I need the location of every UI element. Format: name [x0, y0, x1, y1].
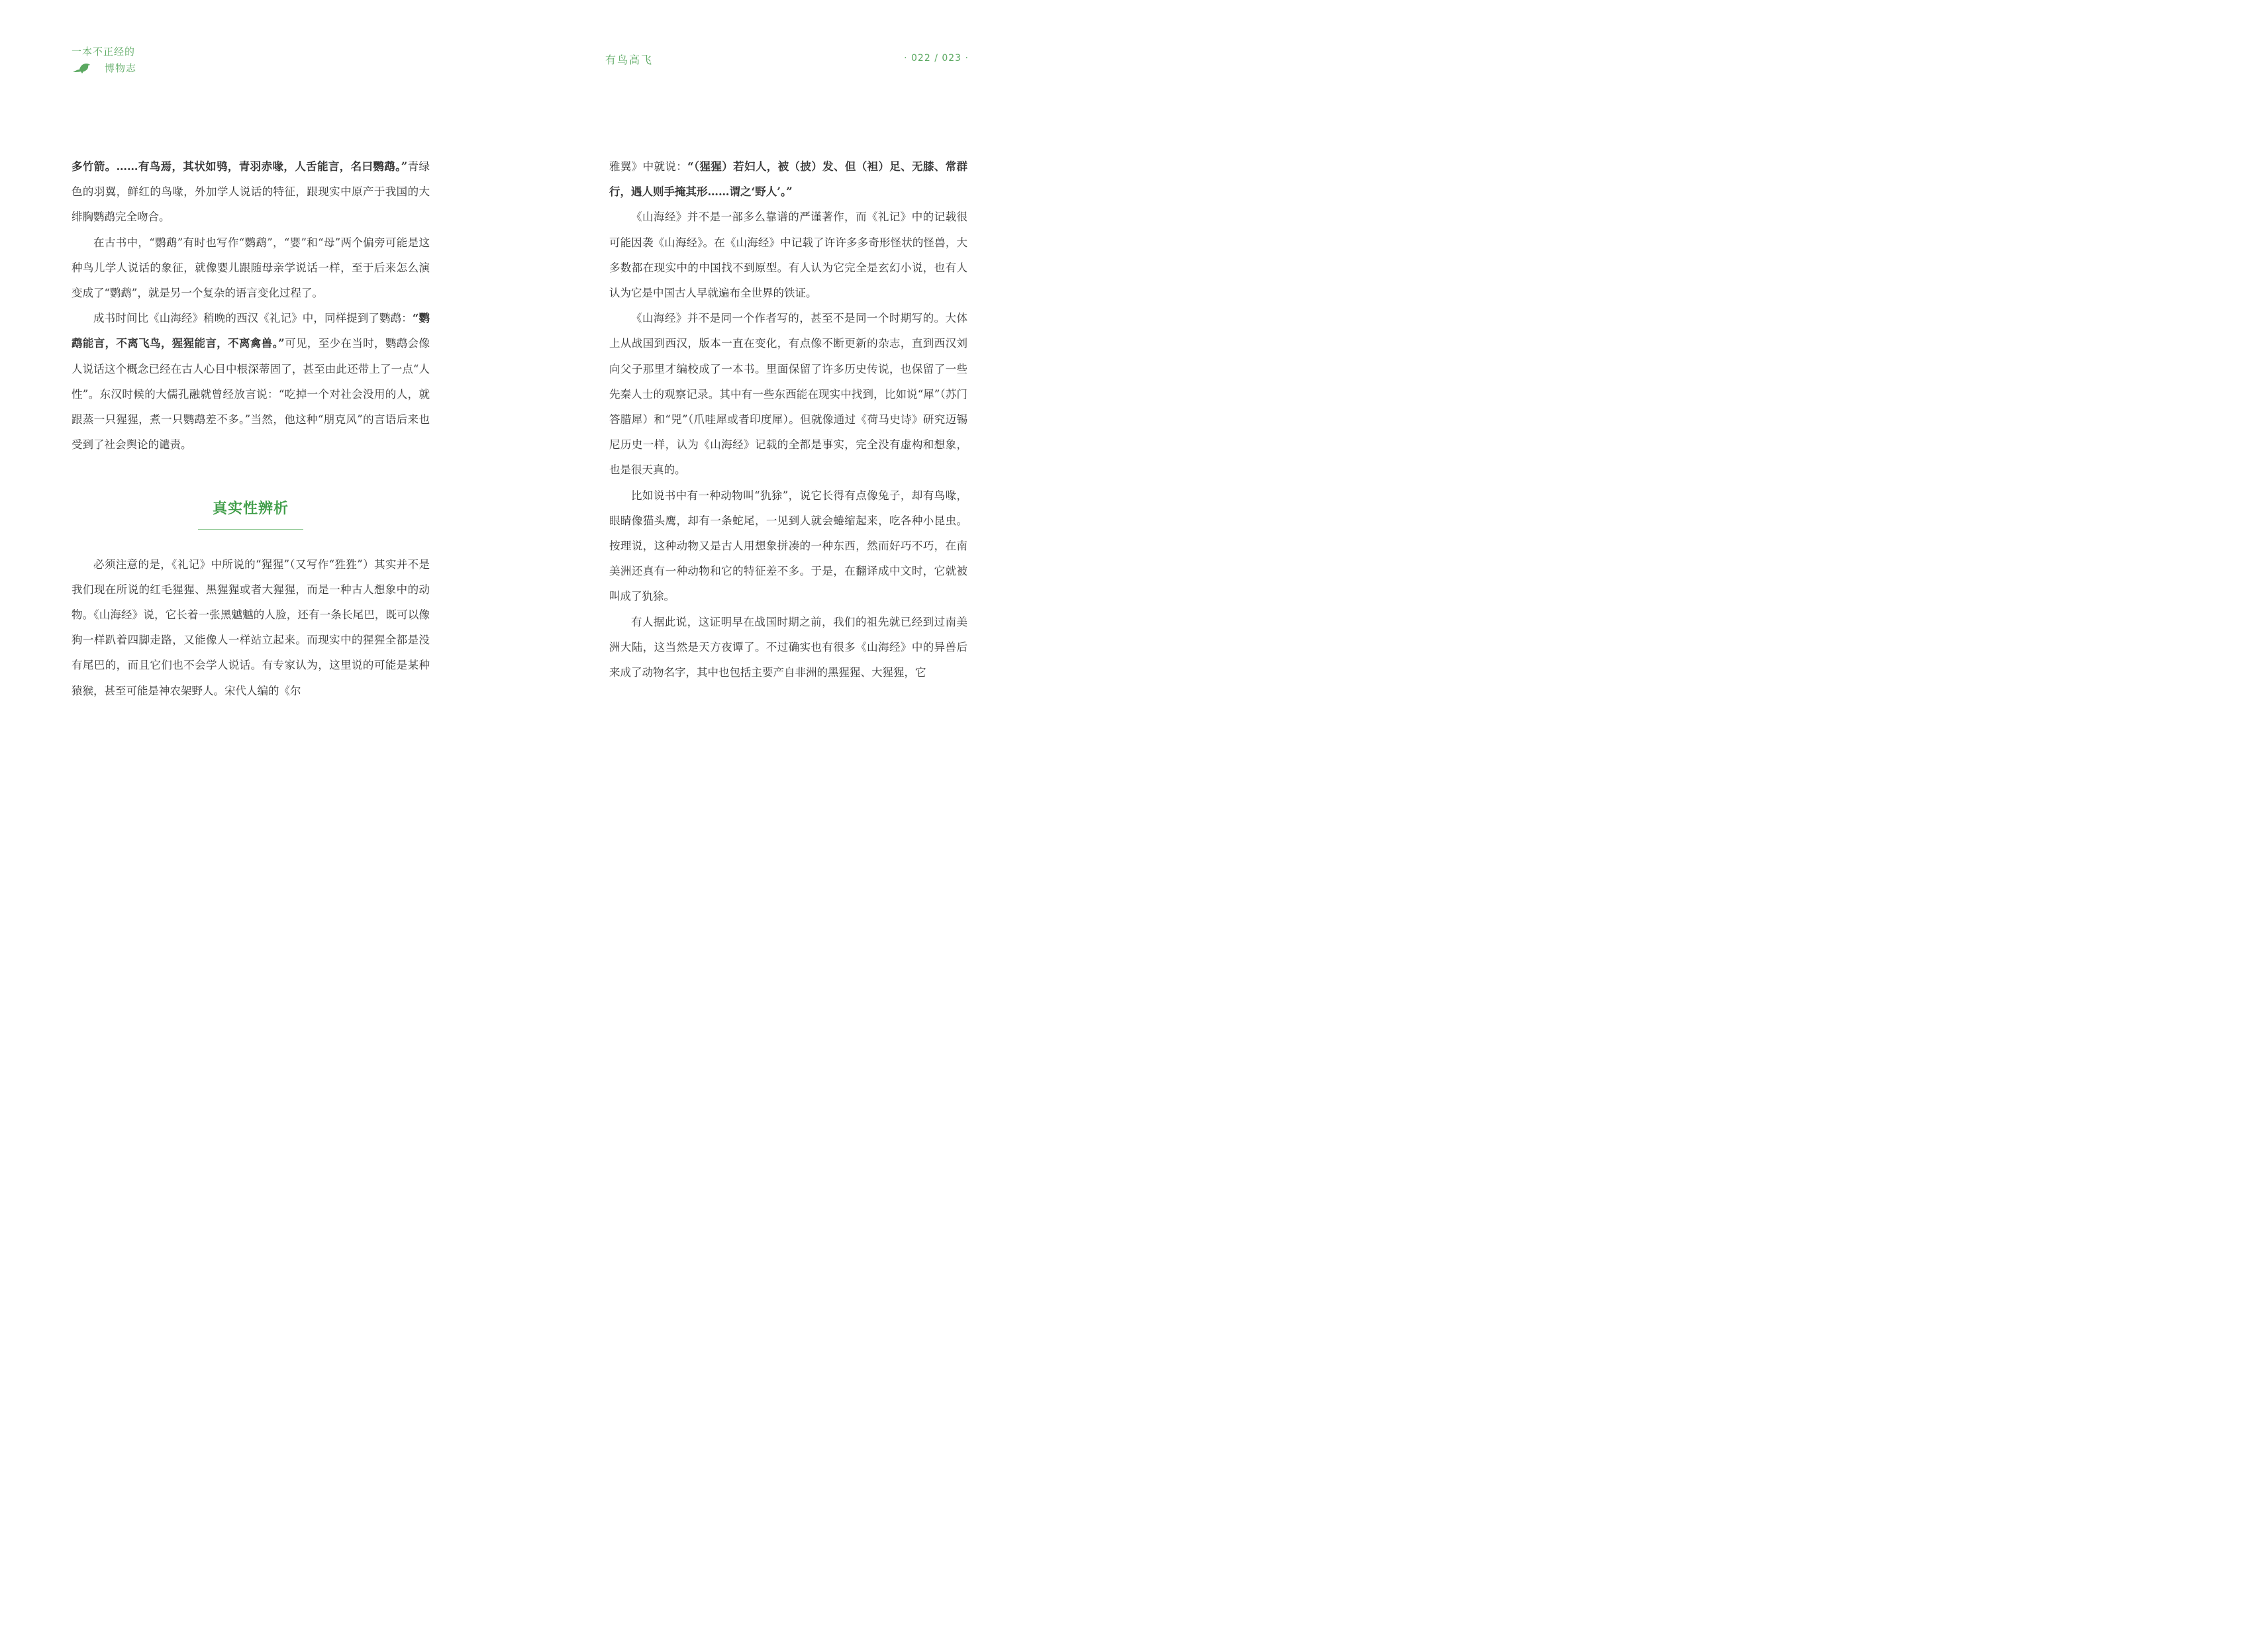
paragraph: 必须注意的是，《礼记》中所说的“猩猩”（又写作“狌狌”）其实并不是我们现在所说的红毛猩猩、黑猩猩或者大猩猩，而是一种古人想象中的动物。《山海经》说，它长着一张黑魆魆的人脸，还有一条长尾巴，既可以像狗一样趴着四脚走路，又能像人一样站立起来。而现实中的猩猩全都是没有尾巴的，而且它们也不会学人说话。有专家认为，这里说的可能是某种猿猴，甚至可能是神农架野人。宋代人编的《尔 [72, 557, 430, 697]
classical-quote: 多竹箭。……有鸟焉，其状如鸮，青羽赤喙，人舌能言，名曰鹦鹉。” [72, 160, 408, 173]
paragraph-text: 可见，至少在当时，鹦鹉会像人说话这个概念已经在古人心目中根深蒂固了，甚至由此还带上了一点“人性”。东汉时候的大儒孔融就曾经放言说：“吃掉一个对社会没用的人，就跟蒸一只猩猩，煮一只鹦鹉差不多。”当然，他这种“朋克风”的言语后来也受到了社会舆论的谴责。 [72, 337, 430, 452]
paragraph-text: 雅翼》中就说： [609, 160, 688, 173]
right-page-text [609, 154, 967, 685]
paragraph [72, 154, 430, 230]
bird-icon [72, 61, 91, 74]
book-title-line1: 一本不正经的 [72, 46, 136, 58]
running-title: 有鸟高飞 [605, 54, 654, 66]
page-numbers: · 022 / 023 · [904, 53, 969, 64]
paragraph: 有人据此说，这证明早在战国时期之前，我们的祖先就已经到过南美洲大陆，这当然是天方夜谭了。不过确实也有很多《山海经》中的异兽后来成了动物名字，其中也包括主要产自非洲的黑猩猩、大猩猩，它 [609, 615, 967, 679]
left-page-text [72, 154, 430, 704]
paragraph: 在古书中，“鹦鹉”有时也写作“鹦鹉”，“婴”和“母”两个偏旁可能是这种鸟儿学人说话的象征，就像婴儿跟随母亲学说话一样，至于后来怎么演变成了“鹦鹉”，就是另一个复杂的语言变化过程了。 [72, 236, 430, 300]
book-brand [72, 44, 136, 76]
paragraph-text: 成书时间比《山海经》稍晚的西汉《礼记》中，同样提到了鹦鹉： [93, 312, 413, 325]
paragraph: 《山海经》并不是同一个作者写的，甚至不是同一个时期写的。大体上从战国到西汉，版本一直在变化，有点像不断更新的杂志，直到西汉刘向父子那里才编校成了一本书。里面保留了许多历史传说，也保留了一些先秦人士的观察记录。其中有一些东西能在现实中找到，比如说“犀”（苏门答腊犀）和“兕”（爪哇犀或者印度犀）。但就像通过《荷马史诗》研究迈锡尼历史一样，认为《山海经》记载的全都是事实，完全没有虚构和想象，也是很天真的。 [609, 312, 967, 477]
classical-quote: “鹦鹉能言，不离飞鸟，猩猩能言，不离禽兽。” [72, 312, 430, 350]
paragraph: 《山海经》并不是一部多么靠谱的严谨著作，而《礼记》中的记载很可能因袭《山海经》。在《山海经》中记载了许许多多奇形怪状的怪兽，大多数都在现实中的中国找不到原型。有人认为它完全是玄幻小说，也有人认为它是中国古人早就遍布全世界的铁证。 [609, 211, 967, 300]
book-title-row [72, 59, 136, 76]
paragraph-text: 青绿色的羽翼，鲜红的鸟喙，外加学人说话的特征，跟现实中原产于我国的大绯胸鹦鹉完全吻合。 [72, 160, 430, 224]
section-heading-text: 真实性辨析 [198, 496, 303, 529]
classical-quote: “（猩猩）若妇人，被（披）发、但（袒）足、无膝、常群行，遇人则手掩其形……谓之‘野人’。” [609, 160, 967, 199]
paragraph: 比如说书中有一种动物叫“犰狳”，说它长得有点像兔子，却有鸟喙，眼睛像猫头鹰，却有一条蛇尾，一见到人就会蜷缩起来，吃各种小昆虫。按理说，这种动物又是古人用想象拼凑的一种东西，然而好巧不巧，在南美洲还真有一种动物和它的特征差不多。于是，在翻译成中文时，它就被叫成了犰狳。 [609, 489, 967, 603]
paragraph [72, 306, 430, 458]
paragraph [609, 154, 967, 205]
section-heading [72, 496, 430, 529]
book-title-line2: 博物志 [105, 62, 137, 74]
